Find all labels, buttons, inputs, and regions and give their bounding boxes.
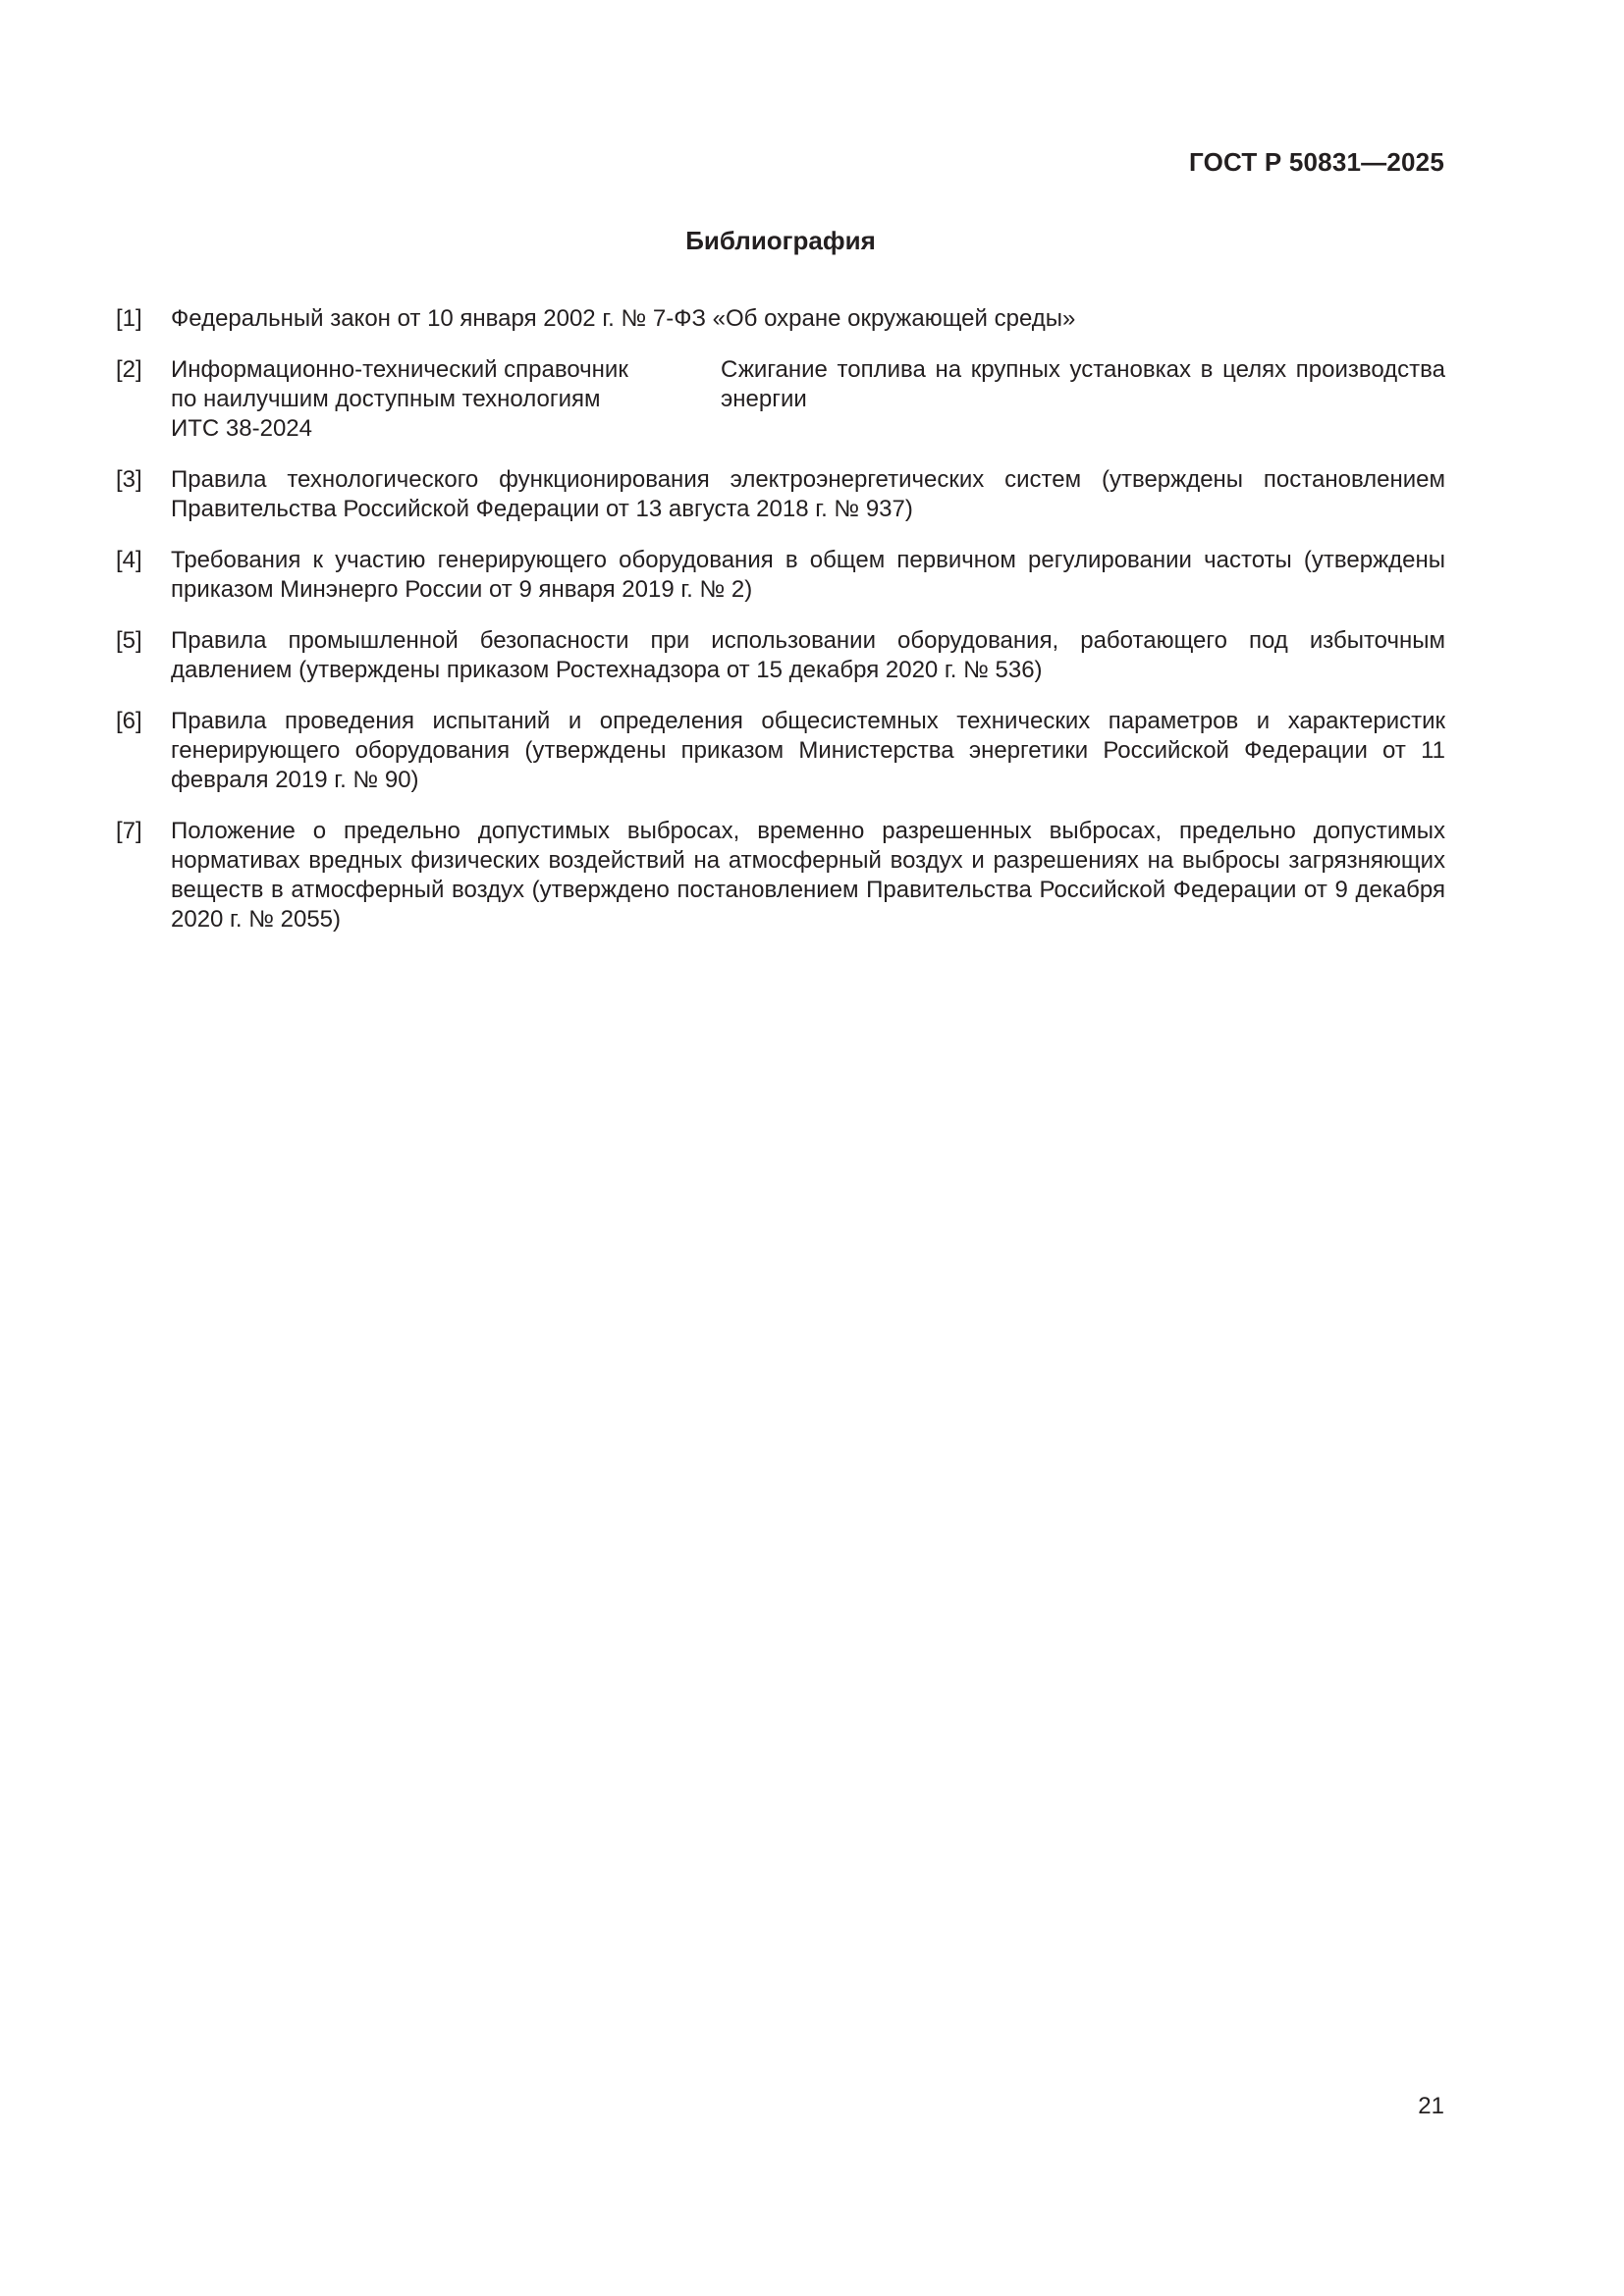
entry-source-line: ИТС 38-2024 <box>171 415 312 442</box>
entry-source-line: Информационно-технический справочник <box>171 356 628 383</box>
entry-number: [2] <box>116 356 142 383</box>
page-title: Библиография <box>685 226 876 255</box>
entry-number: [7] <box>116 818 142 844</box>
entry-number: [4] <box>116 547 142 573</box>
entry-source-line: по наилучшим доступным технологиям <box>171 386 601 412</box>
document-id: ГОСТ Р 50831—2025 <box>1189 147 1444 177</box>
entry-text: Правила проведения испытаний и определения общесистемных технических параметров и характеристик генерирующего оборудования (утверждены приказом Министерства энергетики Российской Федерации от 11 февраля 2019 г. № 90) <box>171 708 1445 793</box>
page-number: 21 <box>1418 2093 1444 2119</box>
entry-description: Сжигание топлива на крупных установках в целях производства энергии <box>721 356 1445 412</box>
entry-number: [1] <box>116 305 142 332</box>
bibliography-entry-5 <box>116 626 1445 685</box>
entry-number: [5] <box>116 627 142 654</box>
entry-text: Федеральный закон от 10 января 2002 г. № 7-ФЗ «Об охране окружающей среды» <box>171 305 1076 332</box>
entry-number: [3] <box>116 466 142 493</box>
bibliography-entry-7 <box>116 817 1445 934</box>
bibliography-entry-1 <box>116 304 1445 334</box>
entry-text: Положение о предельно допустимых выбросах, временно разрешенных выбросах, предельно допустимых нормативах вредных физических воздействий на атмосферный воздух и разрешениях на выбросы загрязняющих веществ в атмосферный воздух (утверждено постановлением Правительства Российской Федерации от 9 декабря 2020 г. № 2055) <box>171 818 1445 933</box>
bibliography-list <box>116 304 1445 956</box>
entry-source <box>171 355 672 444</box>
entry-text: Правила промышленной безопасности при использовании оборудования, работающего под избыточным давлением (утверждены приказом Ростехнадзора от 15 декабря 2020 г. № 536) <box>171 627 1445 683</box>
entry-number: [6] <box>116 708 142 734</box>
bibliography-entry-2 <box>116 355 1445 444</box>
bibliography-entry-3 <box>116 465 1445 524</box>
entry-text: Правила технологического функционирования электроэнергетических систем (утверждены постановлением Правительства Российской Федерации от 13 августа 2018 г. № 937) <box>171 466 1445 522</box>
bibliography-entry-4 <box>116 546 1445 605</box>
bibliography-entry-6 <box>116 707 1445 795</box>
entry-text: Требования к участию генерирующего оборудования в общем первичном регулировании частоты (утверждены приказом Минэнерго России от 9 января 2019 г. № 2) <box>171 547 1445 603</box>
